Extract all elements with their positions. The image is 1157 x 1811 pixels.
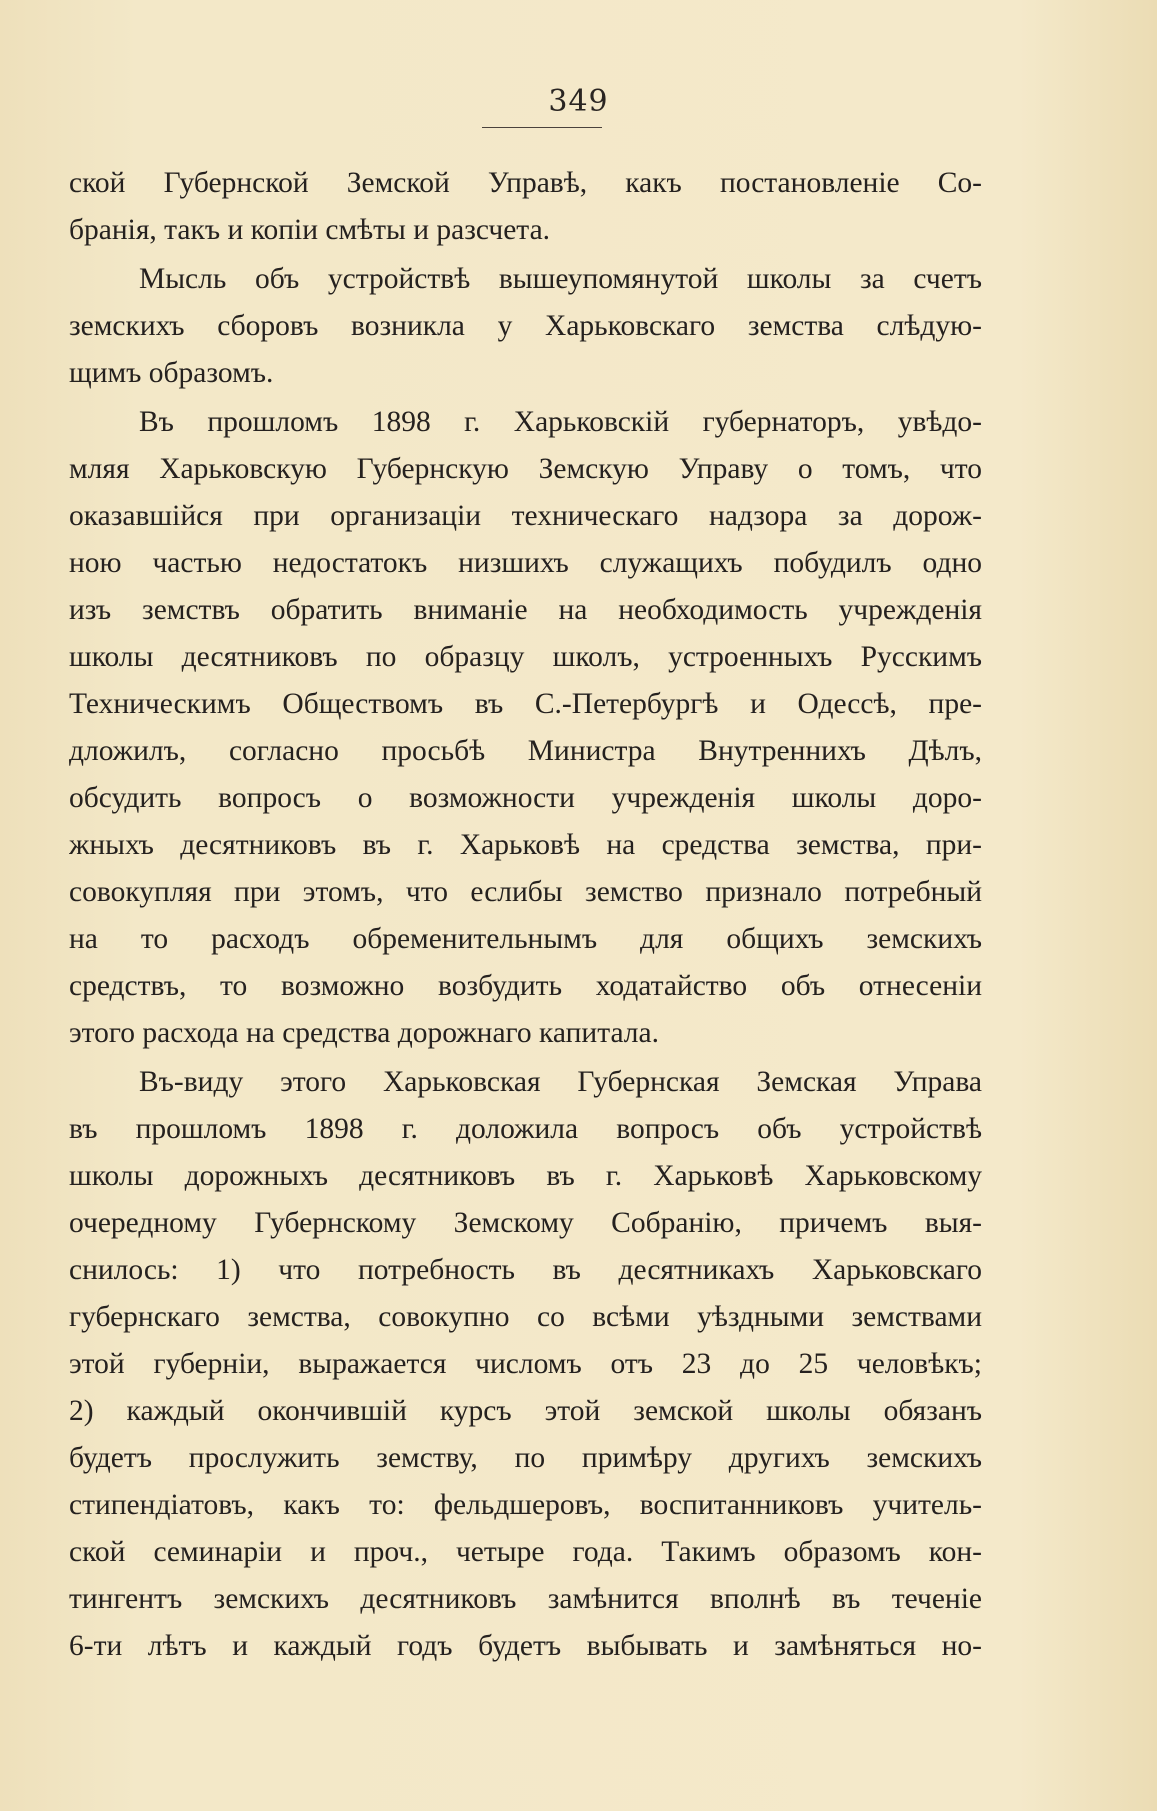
text-line: изъ земствъ обратить вниманіе на необходимость учрежденія [69,594,982,626]
text-line: 6-ти лѣтъ и каждый годъ будетъ выбывать и замѣняться но- [69,1630,982,1662]
text-line: ской семинаріи и проч., четыре года. Такимъ образомъ кон- [69,1536,982,1568]
text-line: средствъ, то возможно возбудить ходатайство объ отнесеніи [69,970,982,1002]
text-line: на то расходъ обременительнымъ для общихъ земскихъ [69,923,982,955]
text-line: этого расхода на средства дорожнаго капитала. [69,1017,659,1049]
page-number: 349 [548,84,609,119]
text-line: школы десятниковъ по образцу школъ, устроенныхъ Русскимъ [69,641,982,673]
text-line: ною частью недостатокъ низшихъ служащихъ побудилъ одно [69,547,982,579]
text-line: очередному Губернскому Земскому Собранію, причемъ выя- [69,1207,982,1239]
text-line: Мысль объ устройствѣ вышеупомянутой школы за счетъ [139,263,982,295]
text-line: будетъ прослужить земству, по примѣру другихъ земскихъ [69,1442,982,1474]
text-line: снилось: 1) что потребность въ десятникахъ Харьковскаго [69,1254,982,1286]
text-line: мляя Харьковскую Губернскую Земскую Управу о томъ, что [69,453,982,485]
text-line: обсудить вопросъ о возможности учрежденія школы доро- [69,782,982,814]
text-line: бранія, такъ и копіи смѣты и разсчета. [69,214,551,246]
text-line: щимъ образомъ. [69,357,274,389]
text-line: стипендіатовъ, какъ то: фельдшеровъ, воспитанниковъ учитель- [69,1489,982,1521]
text-line: въ прошломъ 1898 г. доложила вопросъ объ устройствѣ [69,1113,982,1145]
text-line: Въ прошломъ 1898 г. Харьковскій губернаторъ, увѣдо- [139,406,982,438]
text-line: тингентъ земскихъ десятниковъ замѣнится вполнѣ въ теченіе [69,1583,982,1615]
text-line: школы дорожныхъ десятниковъ въ г. Харьковѣ Харьковскому [69,1160,982,1192]
text-line: 2) каждый окончившій курсъ этой земской школы обязанъ [69,1395,982,1427]
text-line: Въ-виду этого Харьковская Губернская Земская Управа [139,1066,982,1098]
page-number-rule [482,127,602,128]
body-text [69,160,982,1670]
text-line: этой губерніи, выражается числомъ отъ 23 до 25 человѣкъ; [69,1348,982,1380]
text-line: земскихъ сборовъ возникла у Харьковскаго земства слѣдую- [69,310,982,342]
text-line: жныхъ десятниковъ въ г. Харьковѣ на средства земства, при- [69,829,982,861]
text-line: дложилъ, согласно просьбѣ Министра Внутреннихъ Дѣлъ, [69,735,982,767]
text-line: Техническимъ Обществомъ въ С.-Петербургѣ и Одессѣ, пре- [69,688,982,720]
text-line: ской Губернской Земской Управѣ, какъ постановленіе Со- [69,167,982,199]
text-line: оказавшійся при организаціи техническаго надзора за дорож- [69,500,982,532]
text-line: совокупляя при этомъ, что еслибы земство признало потребный [69,876,982,908]
text-line: губернскаго земства, совокупно со всѣми уѣздными земствами [69,1301,982,1333]
